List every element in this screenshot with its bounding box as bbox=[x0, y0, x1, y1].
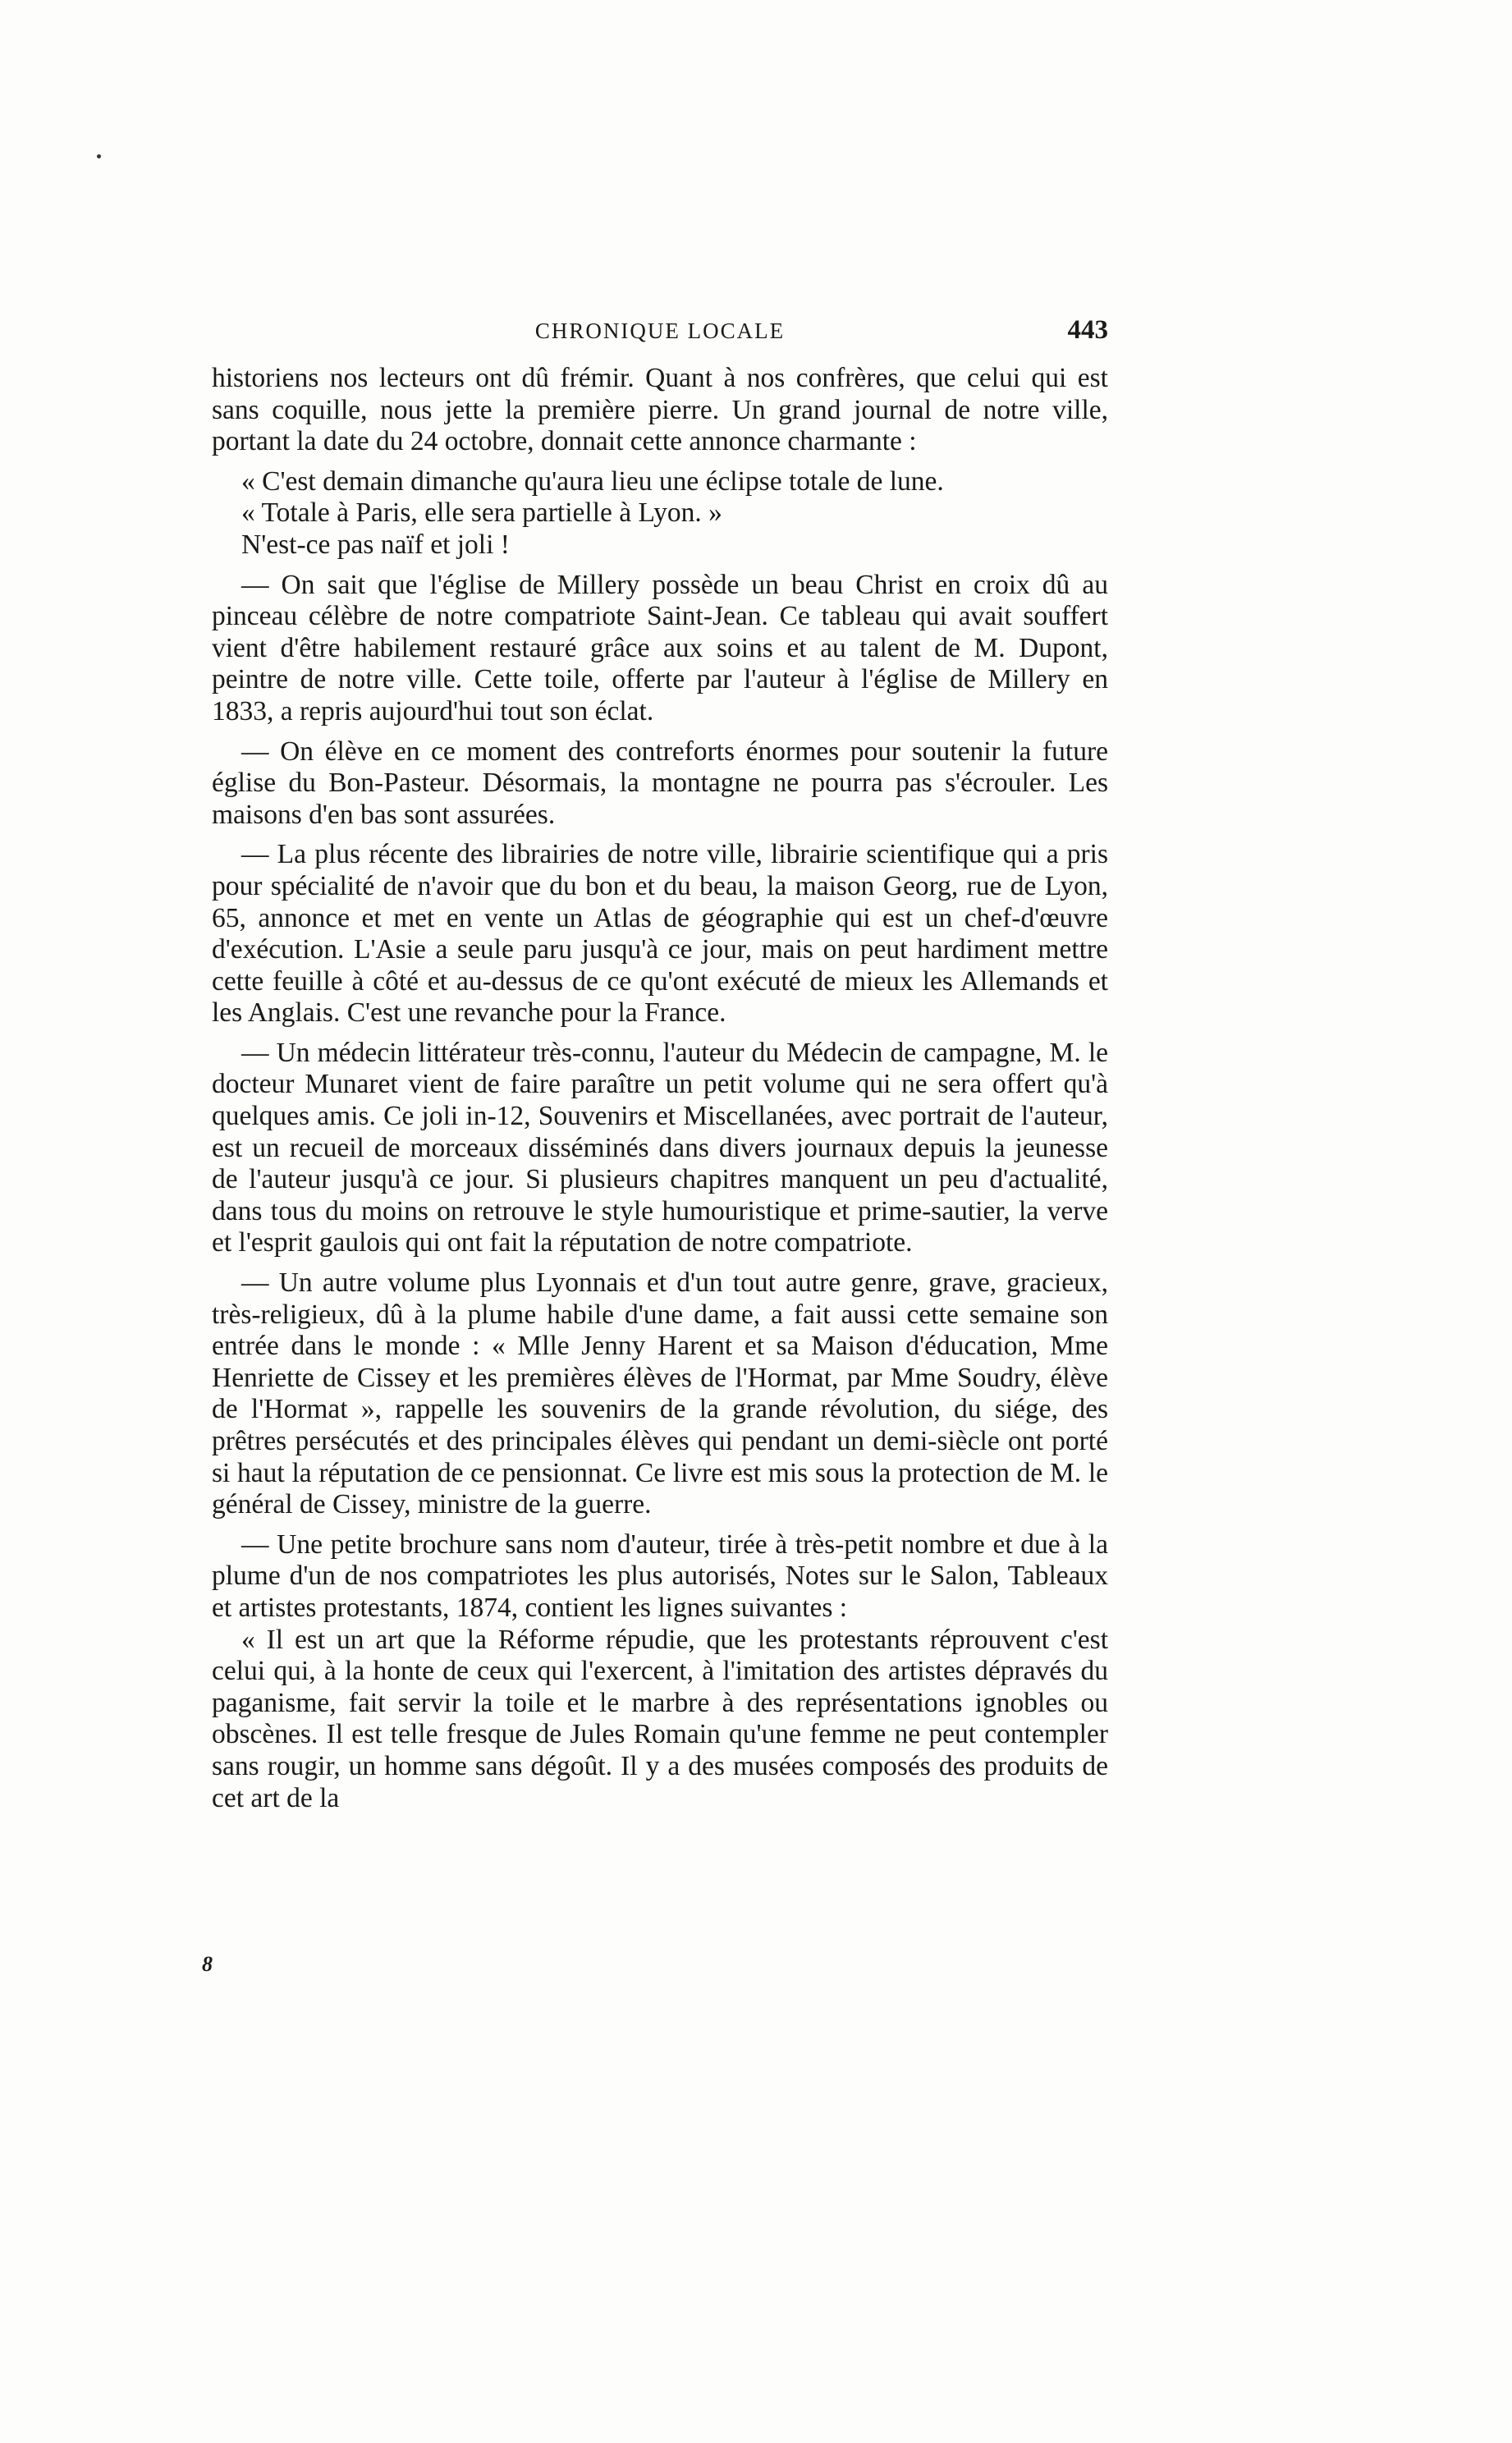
paragraph-citation-reforme: « Il est un art que la Réforme répudie, que les protestants réprouvent c'est celui qui, à la honte de ceux qui l'exercent, à l'imitation des artistes dépravés du paganisme, fait servir la toile et le marbre à des représentations ignobles ou obscènes. Il est telle fresque de Jules Romain qu'une femme ne peut contempler sans rougir, un homme sans dégoût. Il y a des musées composés des produits de cet art de la bbox=[212, 1624, 1108, 1813]
ink-speck bbox=[97, 154, 101, 158]
paragraph-millery: — On sait que l'église de Millery possède un beau Christ en croix dû au pinceau célèbre de notre compatriote Saint-Jean. Ce tableau qui avait souffert vient d'être habilement restauré grâce aux soins et au talent de M. Dupont, peintre de notre ville. Cette toile, offerte par l'auteur à l'église de Millery en 1833, a repris aujourd'hui tout son éclat. bbox=[212, 569, 1108, 726]
paragraph-bon-pasteur: — On élève en ce moment des contreforts énormes pour soutenir la future église du Bon-Pasteur. Désormais, la montagne ne pourra pas s'écrouler. Les maisons d'en bas sont assurées. bbox=[212, 736, 1108, 830]
paragraph-librairie: — La plus récente des librairies de notre ville, librairie scientifique qui a pris pour spécialité de n'avoir que du bon et du beau, la maison Georg, rue de Lyon, 65, annonce et met en vente un Atlas de géographie qui est un chef-d'œuvre d'exécution. L'Asie a seule paru jusqu'à ce jour, mais on peut hardiment mettre cette feuille à côté et au-dessus de ce qu'ont exécuté de mieux les Allemands et les Anglais. C'est une revanche pour la France. bbox=[212, 839, 1108, 1029]
paragraph-brochure: — Une petite brochure sans nom d'auteur, tirée à très-petit nombre et due à la plume d'un de nos compatriotes les plus autorisés, Notes sur le Salon, Tableaux et artistes protestants, 1874, contient les lignes suivantes : bbox=[212, 1529, 1108, 1623]
running-head: CHRONIQUE LOCALE bbox=[534, 319, 786, 343]
page-number: 443 bbox=[1067, 315, 1108, 345]
paragraph-volume-lyonnais: — Un autre volume plus Lyonnais et d'un tout autre genre, grave, gracieux, très-religieux, dû à la plume habile d'une dame, a fait aussi cette semaine son entrée dans le monde : « Mlle Jenny Harent et sa Maison d'éducation, Mme Henriette de Cissey et les premières élèves de l'Hormat, par Mme Soudry, élève de l'Hormat », rappelle les souvenirs de la grande révolution, du siége, des prêtres persécutés et des principales élèves qui pendant un demi-siècle ont porté si haut la réputation de ce pensionnat. Ce livre est mis sous la protection de M. le général de Cissey, ministre de la guerre. bbox=[212, 1267, 1108, 1520]
signature-mark: 8 bbox=[202, 1952, 213, 1976]
page-header bbox=[212, 315, 1108, 351]
quote-line-totale: « Totale à Paris, elle sera partielle à Lyon. » bbox=[241, 497, 722, 529]
paragraph-medecin: — Un médecin littérateur très-connu, l'auteur du Médecin de campagne, M. le docteur Munaret vient de faire paraître un petit volume qui ne sera offert qu'à quelques amis. Ce joli in-12, Souvenirs et Miscellanées, avec portrait de l'auteur, est un recueil de morceaux disséminés dans divers journaux depuis la jeunesse de l'auteur jusqu'à ce jour. Si plusieurs chapitres manquent un peu d'actualité, dans tous du moins on retrouve le style humouristique et prime-sautier, la verve et l'esprit gaulois qui ont fait la réputation de notre compatriote. bbox=[212, 1037, 1108, 1258]
quote-line-eclipse: « C'est demain dimanche qu'aura lieu une éclipse totale de lune. bbox=[241, 465, 944, 497]
paragraph-naif: N'est-ce pas naïf et joli ! bbox=[241, 529, 510, 560]
paragraph-continuation: historiens nos lecteurs ont dû frémir. Quant à nos confrères, que celui qui est sans coquille, nous jette la première pierre. Un grand journal de notre ville, portant la date du 24 octobre, donnait cette annonce charmante : bbox=[212, 363, 1108, 457]
body-text bbox=[212, 363, 1108, 1822]
